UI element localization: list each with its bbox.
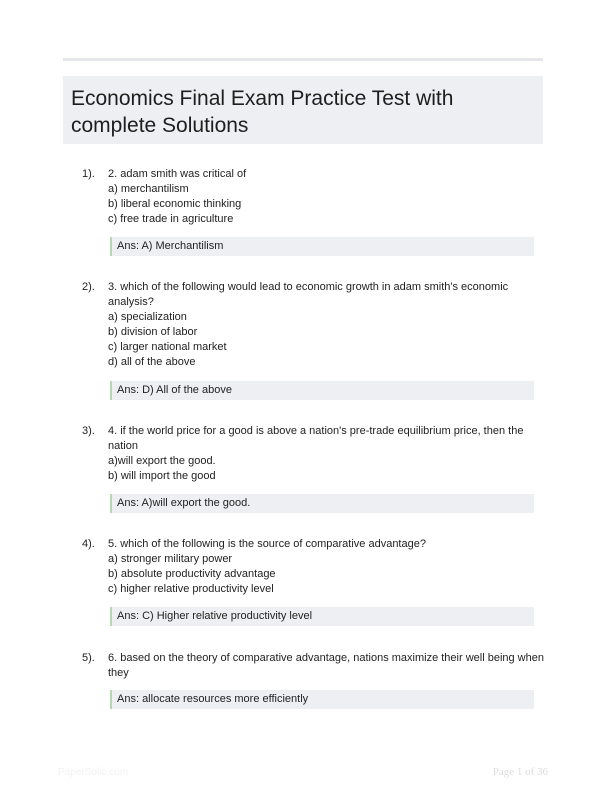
question-text: they (108, 667, 129, 679)
title-box (63, 76, 543, 144)
question-number: 1). (82, 168, 95, 180)
page-number: Page 1 of 36 (492, 766, 548, 778)
answer-box: Ans: C) Higher relative productivity level (110, 607, 534, 626)
question-text: 6. based on the theory of comparative advantage, nations maximize their well being when (108, 652, 544, 664)
option-line: b) division of labor (108, 326, 198, 338)
option-line: a) merchantilism (108, 183, 189, 195)
option-line: b) liberal economic thinking (108, 198, 242, 210)
question-body (108, 537, 528, 597)
document-title (71, 85, 535, 139)
option-line: d) all of the above (108, 356, 196, 368)
question-text: 4. if the world price for a good is above a nation's pre-trade equilibrium price, then the (108, 425, 524, 437)
question-text: 2. adam smith was critical of (108, 168, 247, 180)
question-number: 5). (82, 652, 95, 664)
question-body (108, 167, 528, 227)
title-line-1: Economics Final Exam Practice Test with (71, 87, 454, 110)
question-text: 3. which of the following would lead to economic growth in adam smith's economic (108, 281, 509, 293)
option-line: c) larger national market (108, 341, 227, 353)
question-number: 3). (82, 425, 95, 437)
title-line-2: complete Solutions (71, 114, 249, 137)
question-number: 2). (82, 281, 95, 293)
answer-box: Ans: allocate resources more efficiently (110, 690, 534, 709)
option-line: c) higher relative productivity level (108, 583, 274, 595)
answer-box: Ans: D) All of the above (110, 381, 534, 400)
option-line: b) will import the good (108, 470, 216, 482)
answer-box: Ans: A) Merchantilism (110, 237, 534, 256)
option-line: a) stronger military power (108, 553, 233, 565)
option-line: a) specialization (108, 311, 187, 323)
question-text: nation (108, 440, 138, 452)
question-text: 5. which of the following is the source of comparative advantage? (108, 538, 426, 550)
option-line: c) free trade in agriculture (108, 213, 234, 225)
option-line: a)will export the good. (108, 455, 216, 467)
question-body (108, 651, 544, 681)
question-body (108, 280, 528, 370)
answer-box: Ans: A)will export the good. (110, 494, 534, 513)
question-text: analysis? (108, 296, 154, 308)
top-rule (63, 58, 543, 61)
question-body (108, 424, 528, 484)
question-number: 4). (82, 538, 95, 550)
footer-watermark: PaperSolic.com (58, 767, 129, 778)
option-line: b) absolute productivity advantage (108, 568, 276, 580)
